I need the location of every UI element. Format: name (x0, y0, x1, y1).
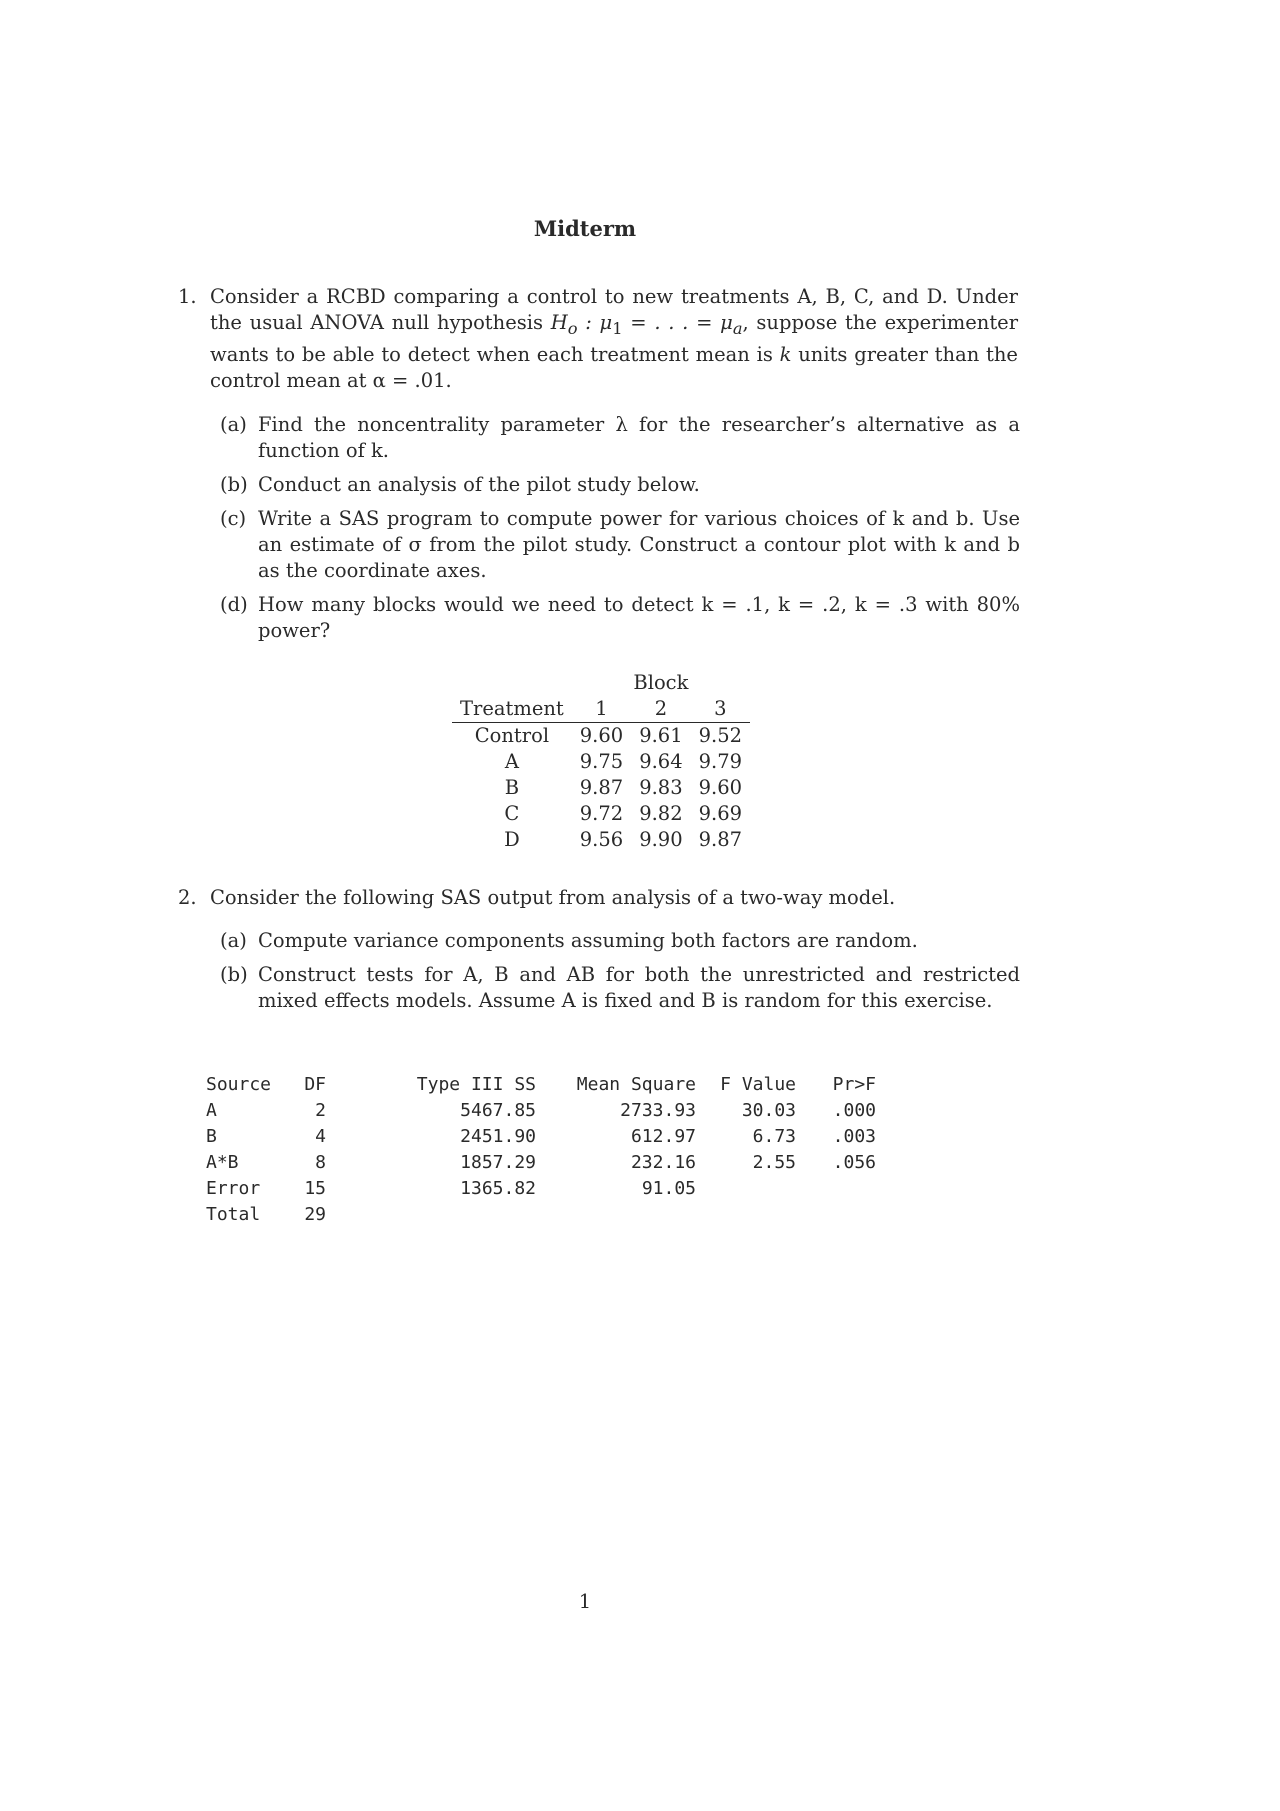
question-1-parts (220, 412, 1020, 652)
question-1-text: Consider a RCBD comparing a control to new treatments A, B, C, and D. Under the usual ANOVA null hypothesis $H_o$ : $\mu_1$ = . . . = $\mu_a$, suppose the experimenter wants to be able to detect when each treatment mean is k units greater than the control mean at α = .01. (210, 285, 1019, 392)
block-label: 3 (691, 696, 750, 723)
question-1 (178, 284, 1018, 394)
question-1-part-b: (b) Conduct an analysis of the pilot study below. (220, 473, 700, 496)
table-row: Control 9.60 9.61 9.52 (474, 724, 743, 747)
table-row: C 9.72 9.82 9.69 (504, 802, 743, 825)
question-2-number: 2. (178, 886, 197, 909)
treatment-header: Treatment (452, 696, 572, 723)
table-row: A 2 5467.85 2733.93 30.03 .000 (206, 1100, 876, 1121)
pilot-study-table (452, 670, 750, 853)
block-label: 2 (631, 696, 690, 723)
question-1-part-c: (c) Write a SAS program to compute power for various choices of k and b. Use an estimate of σ from the pilot study. Construct a contour plot with k and b as the coordinate axes. (220, 507, 1020, 582)
question-1-number: 1. (178, 285, 197, 308)
question-1-part-a: (a) Find the noncentrality parameter λ for the researcher’s alternative as a function of k. (220, 413, 1020, 462)
table-row: Error 15 1365.82 91.05 (206, 1178, 696, 1199)
table-row: B 9.87 9.83 9.60 (504, 776, 743, 799)
table-row: Total 29 (206, 1204, 326, 1225)
block-label: 1 (572, 696, 631, 723)
sas-header-row: Source DF Type III SS Mean Square F Value Pr>F (206, 1074, 876, 1095)
block-header: Block (633, 671, 689, 694)
question-2-text: Consider the following SAS output from analysis of a two-way model. (210, 886, 896, 909)
sas-output-table (206, 1072, 876, 1228)
question-2-parts (220, 928, 1020, 1022)
page-title: Midterm (533, 216, 637, 241)
table-row: D 9.56 9.90 9.87 (504, 828, 743, 851)
question-2-part-a: (a) Compute variance components assuming both factors are random. (220, 929, 918, 952)
page-number: 1 (578, 1590, 592, 1613)
table-row: A*B 8 1857.29 232.16 2.55 .056 (206, 1152, 876, 1173)
table-row: A 9.75 9.64 9.79 (504, 750, 743, 773)
question-2-part-b: (b) Construct tests for A, B and AB for both the unrestricted and restricted mixed effects models. Assume A is fixed and B is random for this exercise. (220, 963, 1020, 1012)
question-2 (178, 885, 1018, 911)
question-1-part-d: (d) How many blocks would we need to detect k = .1, k = .2, k = .3 with 80% power? (220, 593, 1020, 642)
table-row: B 4 2451.90 612.97 6.73 .003 (206, 1126, 876, 1147)
